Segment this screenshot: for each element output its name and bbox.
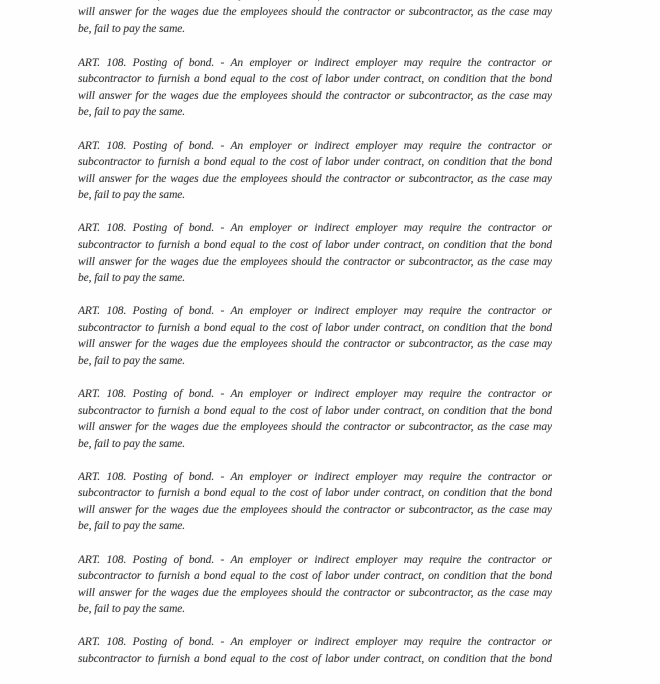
paragraph: [78, 469, 552, 535]
paragraph: [78, 220, 552, 286]
paragraph: [78, 55, 552, 121]
paragraph-line: ART. 108. Posting of bond. - An employer or indirect employer may require the contractor or: [78, 636, 552, 649]
paragraph-bottom-partial: [78, 634, 552, 667]
paragraph-line: subcontractor to furnish a bond equal to the cost of labor under contract, on condition that the bond: [78, 652, 552, 665]
paragraph-line: ART. 108. Posting of bond. - An employer or indirect employer may require the contractor or: [78, 387, 552, 400]
paragraph-line: will answer for the wages due the employees should the contractor or subcontractor, as the case may: [78, 255, 552, 268]
paragraph-line: subcontractor to furnish a bond equal to the cost of labor under contract, on condition that the bond: [78, 156, 552, 169]
paragraph-line: subcontractor to furnish a bond equal to the cost of labor under contract, on condition that the bond: [78, 73, 552, 86]
paragraph-line: subcontractor to furnish a bond equal to the cost of labor under contract, on condition that the bond: [78, 238, 552, 251]
paragraph-line: subcontractor to furnish a bond equal to the cost of labor under contract, on condition that the bond: [78, 570, 552, 583]
paragraph-line: subcontractor to furnish a bond equal to the cost of labor under contract, on condition that the bond: [78, 487, 552, 500]
paragraph-line: be, fail to pay the same.: [78, 106, 186, 119]
paragraph: [78, 386, 552, 452]
paragraph-line: ART. 108. Posting of bond. - An employer or indirect employer may require the contractor or: [78, 553, 552, 566]
paragraph-line: ART. 108. Posting of bond. - An employer or indirect employer may require the contractor or: [78, 222, 552, 235]
text-column: [78, 0, 552, 684]
paragraph: [78, 138, 552, 204]
paragraph-line: subcontractor to furnish a bond equal to the cost of labor under contract, on condition that the bond: [78, 321, 552, 334]
paragraph-line: ART. 108. Posting of bond. - An employer or indirect employer may require the contractor or: [78, 305, 552, 318]
paragraph-line: will answer for the wages due the employees should the contractor or subcontractor, as the case may: [78, 172, 552, 185]
paragraph-line: will answer for the wages due the employees should the contractor or subcontractor, as the case may: [78, 338, 552, 351]
paragraph-top-partial: [78, 0, 552, 37]
paragraph-line: be, fail to pay the same.: [78, 22, 186, 35]
paragraph-line: ART. 108. Posting of bond. - An employer or indirect employer may require the contractor or: [78, 56, 552, 69]
paragraph-line: will answer for the wages due the employees should the contractor or subcontractor, as the case may: [78, 586, 552, 599]
paragraph: [78, 552, 552, 618]
paragraph: [78, 303, 552, 369]
paragraph-line: ART. 108. Posting of bond. - An employer or indirect employer may require the contractor or: [78, 139, 552, 152]
paragraph-line: ART. 108. Posting of bond. - An employer or indirect employer may require the contractor or: [78, 470, 552, 483]
paragraph-line: subcontractor to furnish a bond equal to the cost of labor under contract, on condition that the bond: [78, 404, 552, 417]
paragraph-line: will answer for the wages due the employees should the contractor or subcontractor, as the case may: [78, 5, 552, 18]
paragraph-line: be, fail to pay the same.: [78, 354, 186, 367]
paragraph-line: be, fail to pay the same.: [78, 603, 186, 616]
paragraph-line: be, fail to pay the same.: [78, 189, 186, 202]
paragraph-line: be, fail to pay the same.: [78, 520, 186, 533]
paragraph-line: be, fail to pay the same.: [78, 437, 186, 450]
paragraph-line: will answer for the wages due the employees should the contractor or subcontractor, as the case may: [78, 503, 552, 516]
paragraph-line: will answer for the wages due the employees should the contractor or subcontractor, as the case may: [78, 89, 552, 102]
paragraph-line: be, fail to pay the same.: [78, 272, 186, 285]
paragraph-line: will answer for the wages due the employees should the contractor or subcontractor, as the case may: [78, 421, 552, 434]
